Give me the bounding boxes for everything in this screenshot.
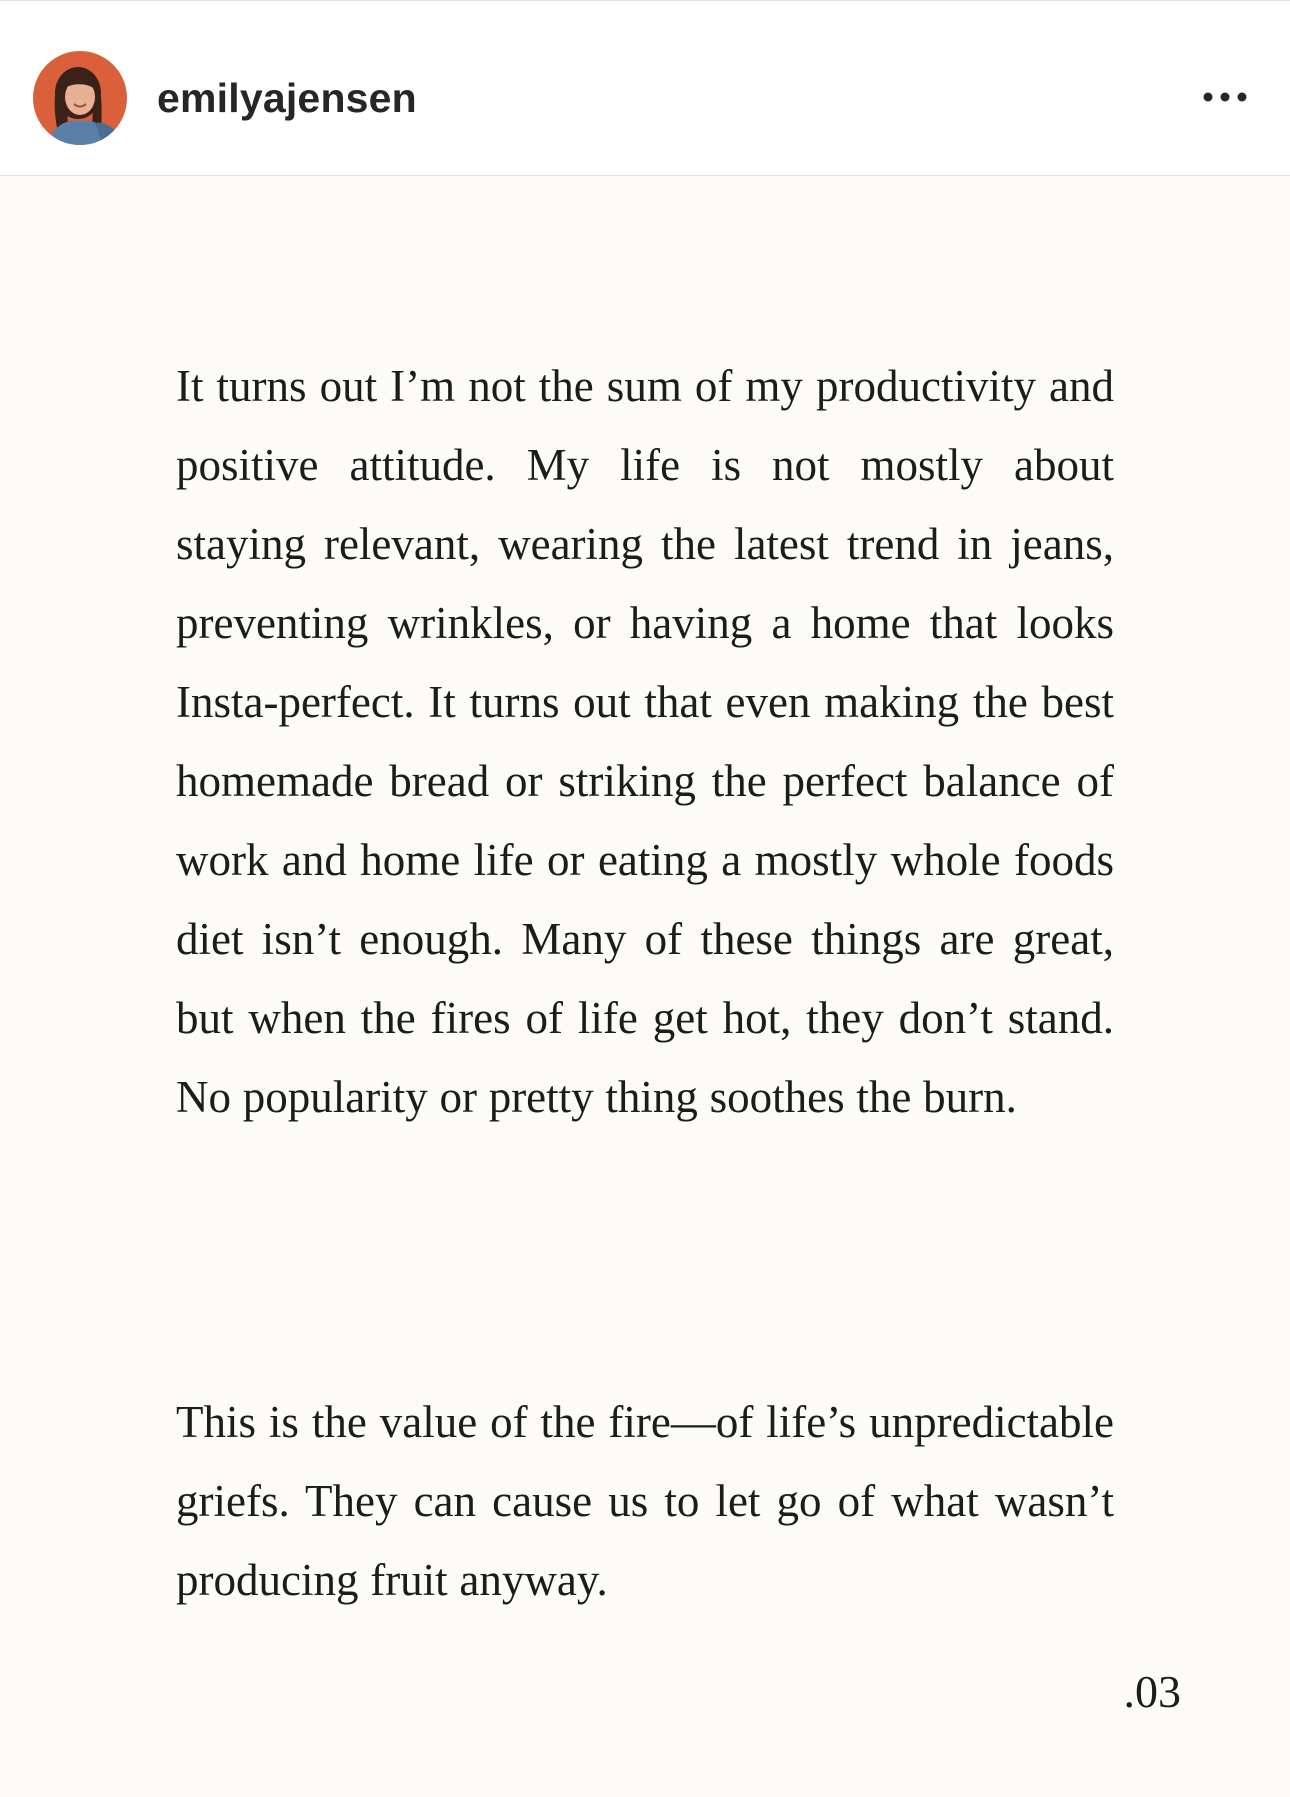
more-options-button[interactable]: [1190, 69, 1260, 125]
avatar[interactable]: [33, 51, 127, 145]
more-horizontal-icon: [1203, 92, 1247, 102]
username[interactable]: emilyajensen: [157, 75, 417, 121]
slide-paragraph: It turns out I’m not the sum of my productivity and positive attitude. My life is not mostly about staying relevant, wearing the latest trend in jeans, preventing wrinkles, or having a home that looks Insta-perfect. It turns out that even making the best homemade bread or striking the perfect balance of work and home life or eating a mostly whole foods diet isn’t enough. Many of these things are great, but when the fires of life get hot, they don’t stand. No popularity or pretty thing soothes the burn.: [176, 361, 1114, 1122]
post-slide: [0, 176, 1290, 1797]
profile-photo-avatar-icon: [33, 51, 127, 145]
post-header: [0, 0, 1290, 176]
slide-paragraph: This is the value of the fire—of life’s unpredictable griefs. They can cause us to let go of what wasn’t producing fruit anyway.: [176, 1397, 1114, 1605]
slide-page-number: .03: [1123, 1666, 1181, 1717]
